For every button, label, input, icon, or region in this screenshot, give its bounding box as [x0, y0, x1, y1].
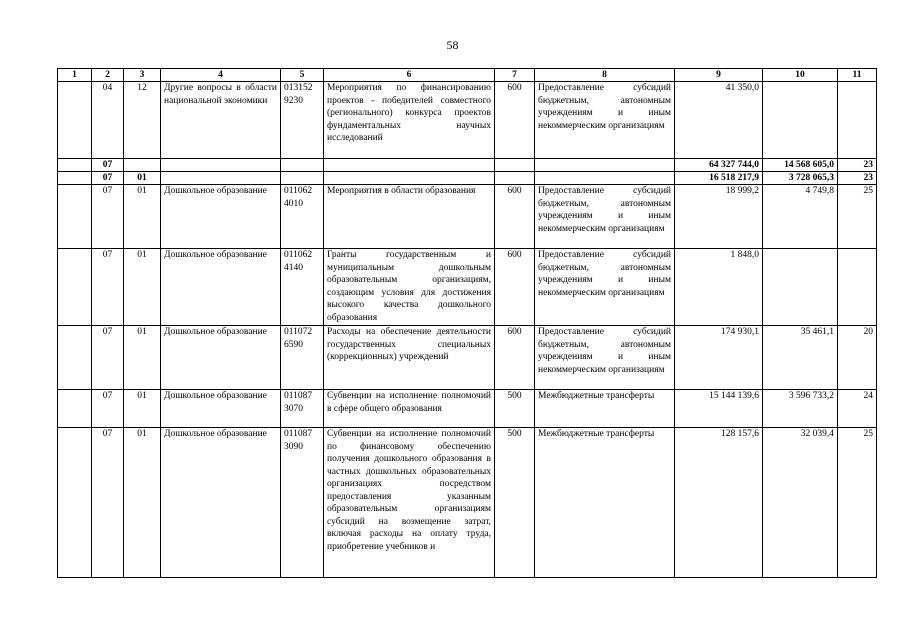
cell-actual-amount [763, 249, 838, 326]
cell-col1 [58, 390, 92, 428]
cell-col1 [58, 82, 92, 159]
cell-plan-amount: 1 848,0 [675, 249, 763, 326]
col-header-9: 9 [675, 69, 763, 82]
cell-percent: 20 [838, 326, 877, 390]
cell-subsection-name: Дошкольное образование [161, 249, 281, 326]
col-header-11: 11 [838, 69, 877, 82]
table-row [58, 390, 877, 428]
table-row [58, 249, 877, 326]
cell-expense-type-code: 500 [495, 428, 535, 578]
cell-actual-amount [763, 82, 838, 159]
cell-expense-type-name: Межбюджетные трансферты [535, 390, 675, 428]
page-number: 58 [446, 38, 459, 52]
cell-actual-amount: 3 596 733,2 [763, 390, 838, 428]
cell-expense-type-code: 600 [495, 326, 535, 390]
cell-plan-amount: 64 327 744,0 [675, 159, 763, 172]
col-header-1: 1 [58, 69, 92, 82]
cell-section: 07 [92, 428, 124, 578]
cell-target-code [281, 159, 324, 172]
cell-expense-type-code [495, 159, 535, 172]
cell-section: 07 [92, 249, 124, 326]
col-header-4: 4 [161, 69, 281, 82]
cell-col1 [58, 428, 92, 578]
cell-expense-type-name: Межбюджетные трансферты [535, 428, 675, 578]
header-row [58, 69, 877, 82]
cell-percent: 23 [838, 172, 877, 185]
cell-expense-type-name [535, 159, 675, 172]
cell-target-code: 011062 4010 [281, 185, 324, 249]
col-header-6: 6 [324, 69, 495, 82]
cell-expense-type-code: 600 [495, 249, 535, 326]
cell-target-name: Гранты государственным и муниципальным дошкольным образовательным организациям, создающим условия для достижения высокого качества дошкольного образования [324, 249, 495, 326]
cell-expense-type-name [535, 172, 675, 185]
cell-target-name: Мероприятия по финансированию проектов - победителей совместного (регионального) конкурса проектов фундаментальных научных исследований [324, 82, 495, 159]
cell-target-name [324, 159, 495, 172]
cell-plan-amount: 16 518 217,9 [675, 172, 763, 185]
cell-target-code: 011062 4140 [281, 249, 324, 326]
cell-percent: 25 [838, 185, 877, 249]
cell-target-name: Расходы на обеспечение деятельности государственных специальных (коррекционных) учреждений [324, 326, 495, 390]
cell-target-name: Мероприятия в области образования [324, 185, 495, 249]
cell-percent [838, 249, 877, 326]
table-row [58, 185, 877, 249]
table-row [58, 428, 877, 578]
cell-section: 04 [92, 82, 124, 159]
cell-subsection-name: Дошкольное образование [161, 428, 281, 578]
col-header-5: 5 [281, 69, 324, 82]
cell-target-code [281, 172, 324, 185]
cell-col1 [58, 159, 92, 172]
budget-table [57, 68, 877, 578]
cell-subsection: 12 [124, 82, 161, 159]
cell-subsection-name: Дошкольное образование [161, 390, 281, 428]
cell-section: 07 [92, 172, 124, 185]
col-header-2: 2 [92, 69, 124, 82]
cell-col1 [58, 326, 92, 390]
cell-target-name [324, 172, 495, 185]
cell-subsection [124, 159, 161, 172]
cell-plan-amount: 15 144 139,6 [675, 390, 763, 428]
cell-actual-amount: 4 749,8 [763, 185, 838, 249]
col-header-8: 8 [535, 69, 675, 82]
cell-subsection: 01 [124, 249, 161, 326]
cell-target-code: 011072 6590 [281, 326, 324, 390]
table-row-total [58, 159, 877, 172]
col-header-7: 7 [495, 69, 535, 82]
cell-subsection: 01 [124, 172, 161, 185]
cell-section: 07 [92, 159, 124, 172]
cell-subsection: 01 [124, 185, 161, 249]
cell-col1 [58, 185, 92, 249]
table-row [58, 326, 877, 390]
cell-subsection: 01 [124, 428, 161, 578]
cell-percent [838, 82, 877, 159]
cell-expense-type-name: Предоставление субсидий бюджетным, автономным учреждениям и иным некоммерческим организациям [535, 82, 675, 159]
cell-expense-type-code: 500 [495, 390, 535, 428]
cell-percent: 25 [838, 428, 877, 578]
cell-section: 07 [92, 185, 124, 249]
table-row-total [58, 172, 877, 185]
cell-expense-type-name: Предоставление субсидий бюджетным, автономным учреждениям и иным некоммерческим организациям [535, 185, 675, 249]
cell-col1 [58, 249, 92, 326]
cell-expense-type-name: Предоставление субсидий бюджетным, автономным учреждениям и иным некоммерческим организациям [535, 326, 675, 390]
cell-subsection-name [161, 159, 281, 172]
cell-subsection: 01 [124, 326, 161, 390]
cell-target-code: 011087 3090 [281, 428, 324, 578]
cell-subsection-name: Дошкольное образование [161, 326, 281, 390]
cell-target-name: Субвенции на исполнение полномочий по финансовому обеспечению получения дошкольного образования в частных дошкольных образовательных организациях посредством предоставления указанным образовательным организациям субсидий на возмещение затрат, включая расходы на оплату труда, приобретение учебников и [324, 428, 495, 578]
col-header-10: 10 [763, 69, 838, 82]
cell-section: 07 [92, 390, 124, 428]
cell-plan-amount: 41 350,0 [675, 82, 763, 159]
cell-target-code: 011087 3070 [281, 390, 324, 428]
cell-actual-amount: 14 568 605,0 [763, 159, 838, 172]
cell-actual-amount: 32 039,4 [763, 428, 838, 578]
cell-plan-amount: 174 930,1 [675, 326, 763, 390]
cell-subsection-name: Дошкольное образование [161, 185, 281, 249]
cell-expense-type-code: 600 [495, 185, 535, 249]
cell-target-name: Субвенции на исполнение полномочий в сфере общего образования [324, 390, 495, 428]
col-header-3: 3 [124, 69, 161, 82]
cell-subsection-name [161, 172, 281, 185]
cell-plan-amount: 18 999,2 [675, 185, 763, 249]
table-row [58, 82, 877, 159]
cell-subsection-name: Другие вопросы в области национальной экономики [161, 82, 281, 159]
cell-percent: 24 [838, 390, 877, 428]
cell-actual-amount: 35 461,1 [763, 326, 838, 390]
cell-col1 [58, 172, 92, 185]
cell-expense-type-code [495, 172, 535, 185]
cell-section: 07 [92, 326, 124, 390]
cell-plan-amount: 128 157,6 [675, 428, 763, 578]
cell-expense-type-code: 600 [495, 82, 535, 159]
cell-expense-type-name: Предоставление субсидий бюджетным, автономным учреждениям и иным некоммерческим организациям [535, 249, 675, 326]
cell-percent: 23 [838, 159, 877, 172]
cell-target-code: 013152 9230 [281, 82, 324, 159]
cell-actual-amount: 3 728 065,3 [763, 172, 838, 185]
cell-subsection: 01 [124, 390, 161, 428]
